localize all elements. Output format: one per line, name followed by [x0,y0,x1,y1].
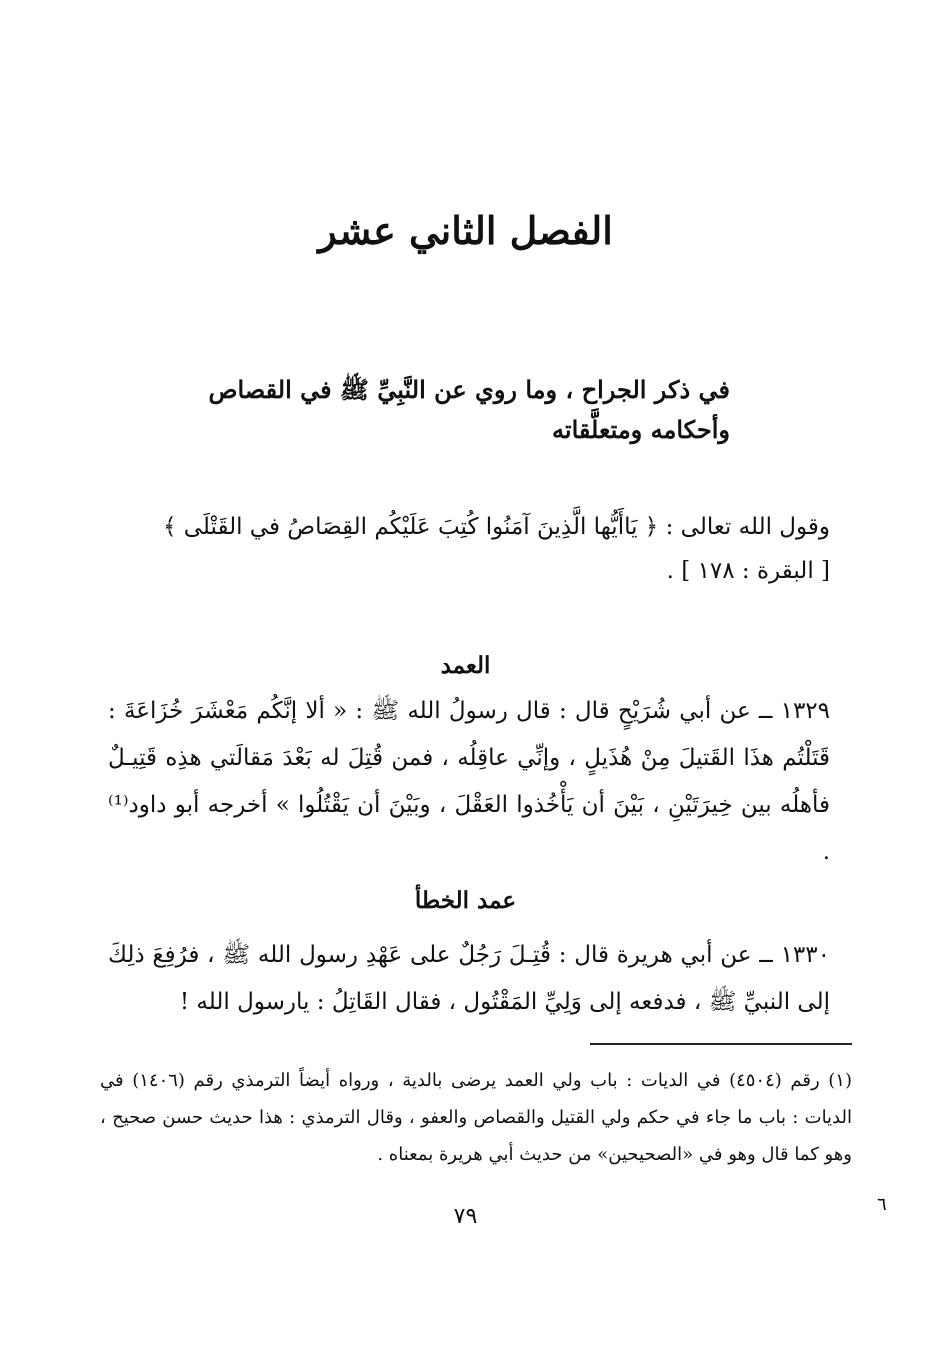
verse-text: وقول الله تعالى : ﴿ يَاأَيُّها الَّذِينَ آمَنُوا كُتِبَ عَلَيْكُم القِصَاصُ في القَتْلَى ﴾ [162,514,830,540]
verse-citation: [ البقرة : ١٧٨ ] . [666,558,830,584]
page-number: ٧٩ [453,1204,478,1229]
quran-verse [110,505,830,593]
section-heading-intentional: العمد [440,652,491,679]
subtitle-line-1: في ذكر الجراح ، وما روي عن النَّبِيِّ ﷺ في القصاص [208,375,730,404]
chapter-title: الفصل الثاني عشر [318,208,613,253]
footnotes [100,1062,852,1173]
subtitle-line-2: وأحكامه ومتعلَّقاته [552,415,730,444]
hadith-1330: ١٣٣٠ ــ عن أبي هريرة قال : قُتِـلَ رَجُلٌ على عَهْدِ رسول الله ﷺ ، فرُفِعَ ذلِكَ إلى النبيِّ ﷺ ، فدفعه إلى وَلِيِّ المَقْتُول ، فقال القَاتِلُ : يارسول الله ! [108,942,830,1015]
chapter-subtitle [150,370,730,450]
footnote-separator [590,1043,852,1045]
signature-mark: ٦ [877,1194,887,1215]
footnote-1: (١) رقم (٤٥٠٤) في الديات : باب ولي العمد يرضى بالدية ، ورواه أيضاً الترمذي رقم (١٤٠٦) في الديات : باب ما جاء في حكم ولي القتيل والقصاص والعفو ، وقال الترمذي : هذا حديث حسن صحيح ، وهو كما قال وهو في «الصحيحين» من حديث أبي هريرة بمعناه . [100,1070,852,1165]
hadith-1329: ١٣٢٩ ــ عن أبي شُرَيْحٍ قال : قال رسولُ الله ﷺ : « ألا إنَّكُم مَعْشَرَ خُزَاعَةَ : قَتَلْتُم هذَا القَتيلَ مِنْ هُذَيلٍ ، وإنِّي عاقِلُه ، فمن قُتِلَ له بَعْدَ مَقالَتي هذِه قَتِيـلٌ فأهلُه بين خِيرَتَيْنِ ، بَيْنَ أن يَأْخُذوا العَقْلَ ، وبَيْنَ أن يَقْتُلُوا » أخرجه أبو داود⁽¹⁾ . [108,698,831,865]
section-heading-semi-intentional: عمد الخطأ [414,887,517,914]
